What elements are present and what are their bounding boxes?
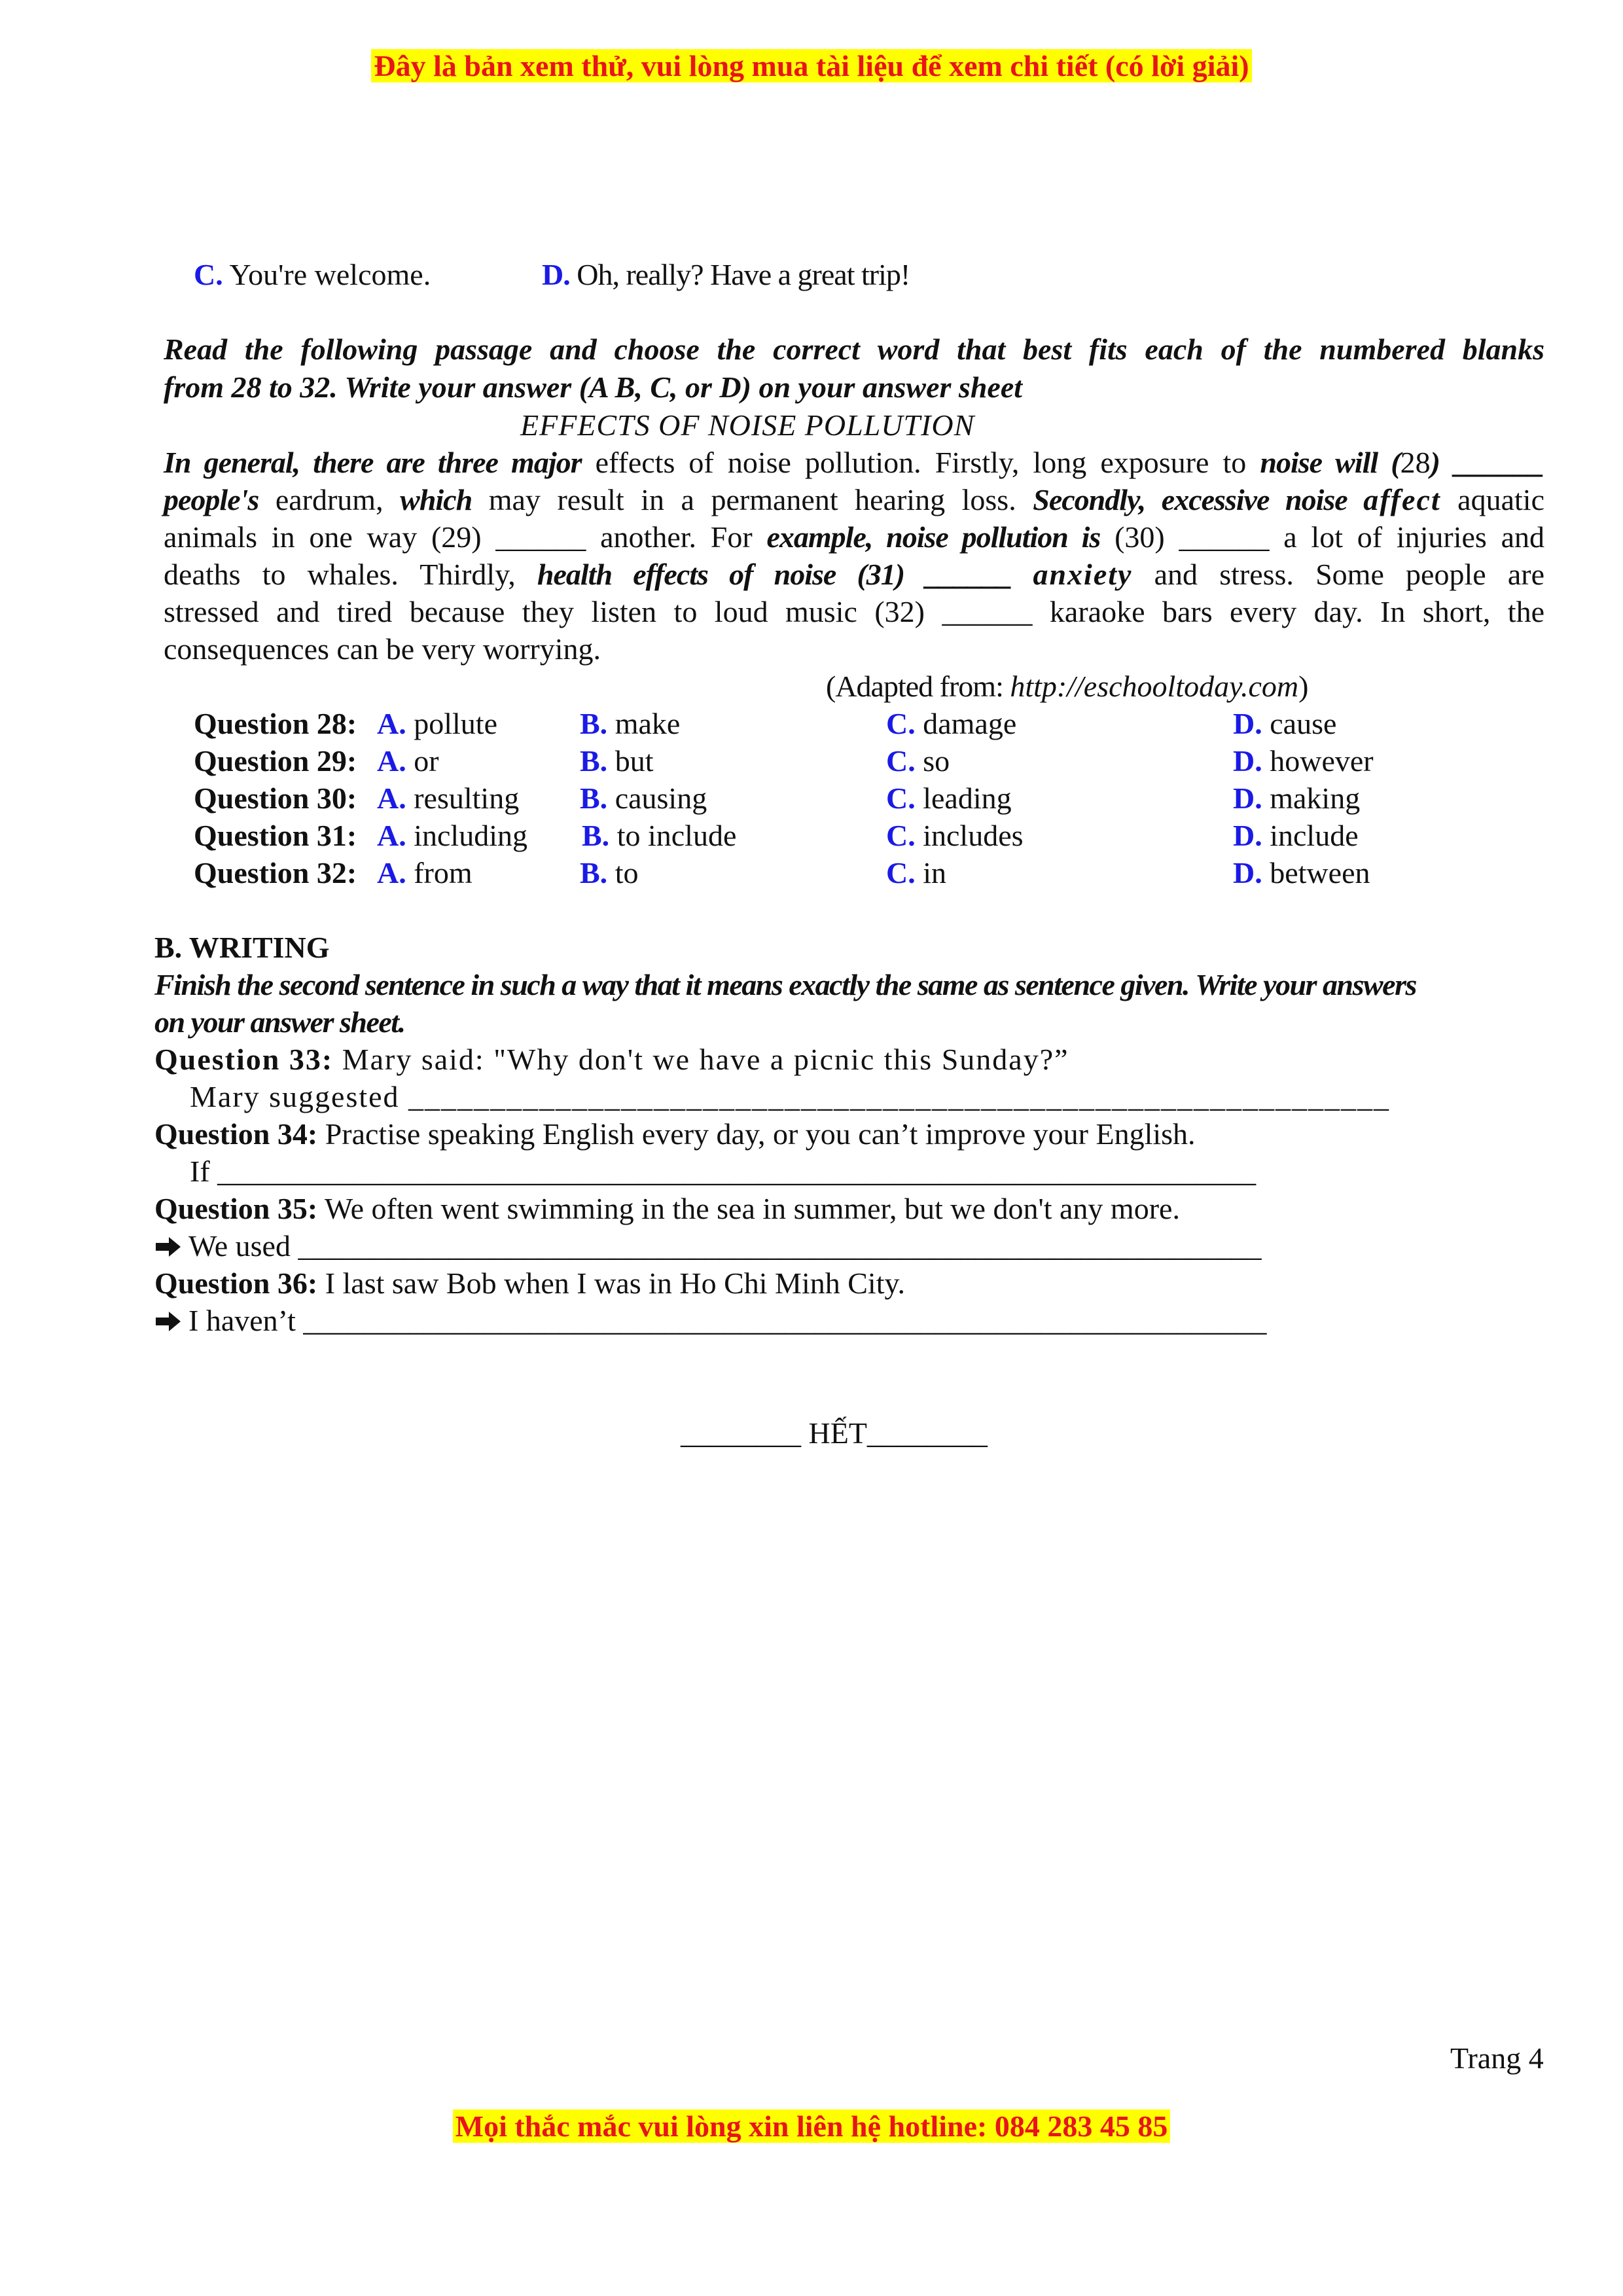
writing-instruction-line1: Finish the second sentence in such a way that it means exactly the same as sentence given. Write your answers — [154, 968, 1416, 1001]
passage-line-2: people's eardrum, which may result in a permanent hearing loss. Secondly, excessive noise affect aquatic — [164, 483, 1544, 516]
answer-b: B. causing — [580, 781, 707, 815]
answer-b: B. to include — [582, 819, 737, 852]
answer-c: C. in — [886, 856, 947, 889]
question-33: Question 33: Mary said: "Why don't we have a picnic this Sunday?” — [154, 1043, 1069, 1076]
question-35-answer-line: We used ________________________________________________________________ — [154, 1229, 1261, 1266]
right-arrow-icon — [154, 1231, 182, 1266]
question-label: Question 32: — [194, 856, 357, 889]
answer-c: C. leading — [886, 781, 1012, 815]
question-35: Question 35: We often went swimming in the sea in summer, but we don't any more. — [154, 1192, 1180, 1225]
question-label: Question 31: — [194, 819, 357, 852]
passage-source: (Adapted from: http://eschooltoday.com) — [826, 670, 1309, 703]
page-number: Trang 4 — [1450, 2041, 1544, 2075]
answer-a: A. resulting — [377, 781, 520, 815]
passage-line-3: animals in one way (29) ______ another. For example, noise pollution is (30) ______ a lot of injuries and — [164, 520, 1544, 554]
answer-d: D. however — [1233, 744, 1374, 778]
question-label: Question 30: — [194, 781, 357, 815]
answer-a: A. from — [377, 856, 473, 889]
answer-d: D. between — [1233, 856, 1370, 889]
answer-c: C. includes — [886, 819, 1024, 852]
option-c: C. You're welcome. — [194, 258, 431, 291]
question-label: Question 28: — [194, 707, 357, 740]
option-d: D. Oh, really? Have a great trip! — [542, 258, 910, 291]
question-33-answer-line: Mary suggested ____________________________________________________________ — [190, 1080, 1391, 1113]
answer-b: B. make — [580, 707, 681, 740]
answer-a: A. pollute — [377, 707, 497, 740]
writing-instruction-line2: on your answer sheet. — [154, 1005, 405, 1039]
answer-c: C. so — [886, 744, 950, 778]
answer-a: A. or — [377, 744, 439, 778]
header-banner: Đây là bản xem thử, vui lòng mua tài liệu để xem chi tiết (có lời giải) — [0, 48, 1623, 83]
footer-banner: Mọi thắc mắc vui lòng xin liên hệ hotline: 084 283 45 85 — [0, 2109, 1623, 2144]
question-36: Question 36: I last saw Bob when I was in Ho Chi Minh City. — [154, 1266, 905, 1300]
answer-d: D. include — [1233, 819, 1359, 852]
passage-line-1: In general, there are three major effects of noise pollution. Firstly, long exposure to noise will (28) ______ — [164, 446, 1544, 479]
passage-line-6: consequences can be very worrying. — [164, 632, 601, 666]
answer-b: B. to — [580, 856, 639, 889]
answer-b: B. but — [580, 744, 654, 778]
end-mark: ________ HẾT________ — [681, 1416, 988, 1450]
reading-instruction-line2: from 28 to 32. Write your answer (A B, C, or D) on your answer sheet — [164, 370, 1023, 404]
reading-instruction-line1: Read the following passage and choose the correct word that best fits each of the numbered blanks — [164, 332, 1544, 366]
question-34-answer-line: If _____________________________________________________________________ — [190, 1155, 1257, 1188]
passage-line-5: stressed and tired because they listen to loud music (32) ______ karaoke bars every day. In short, the — [164, 595, 1544, 628]
answer-d: D. making — [1233, 781, 1361, 815]
passage-line-4: deaths to whales. Thirdly, health effects of noise (31) ______ anxiety and stress. Some people are — [164, 558, 1544, 591]
question-34: Question 34: Practise speaking English every day, or you can’t improve your English. — [154, 1117, 1196, 1151]
passage-title: EFFECTS OF NOISE POLLUTION — [520, 408, 975, 442]
answer-a: A. including — [377, 819, 527, 852]
writing-heading: B. WRITING — [154, 931, 330, 964]
answer-d: D. cause — [1233, 707, 1337, 740]
answer-c: C. damage — [886, 707, 1017, 740]
right-arrow-icon — [154, 1306, 182, 1340]
question-label: Question 29: — [194, 744, 357, 778]
question-36-answer-line: I haven’t ________________________________________________________________ — [154, 1303, 1266, 1340]
